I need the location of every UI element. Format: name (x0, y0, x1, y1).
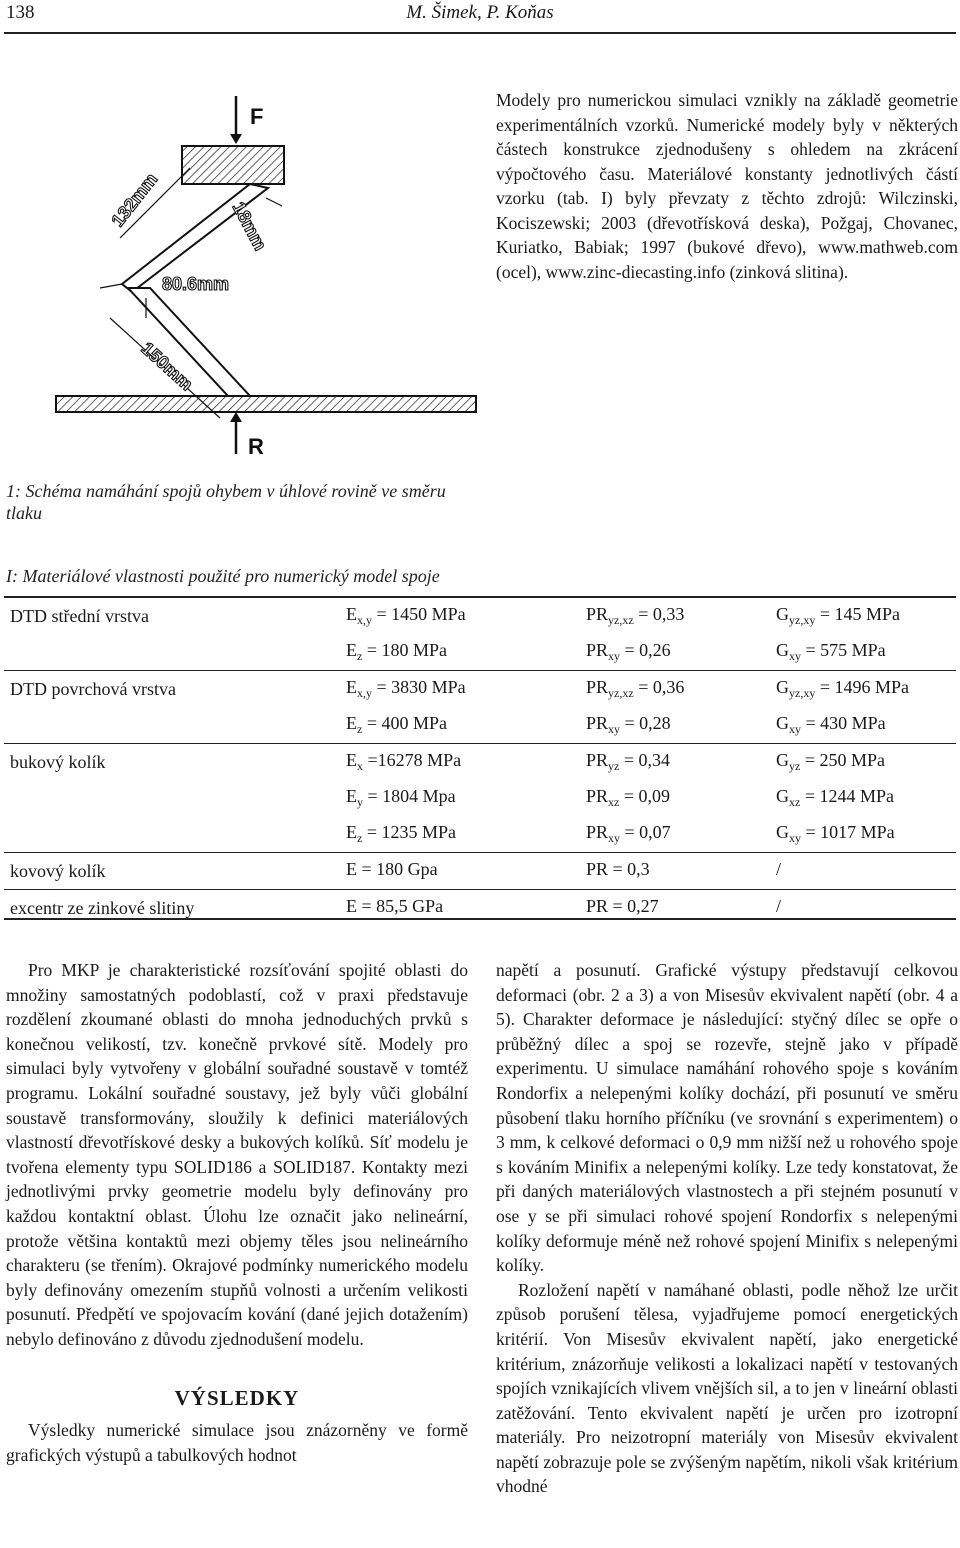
material-name-cell (4, 634, 346, 671)
table-row (4, 671, 956, 708)
table-row (4, 707, 956, 744)
right-paragraph-2: Rozložení napětí v namáhané oblasti, podle něhož lze určit způsob porušení tělesa, vyjadřujeme pomocí energetických kritérií. Von Misesův ekvivalent napětí, jako energetické kritérium, znázorňuje velikosti a lokalizaci napětí v testovaných spojích vznikajících vlivem vnějších sil, a to jen v lineární oblasti zatěžování. Tento ekvivalent napětí je určen pro izotropní materiály. Pro neizotropní materiály von Misesův ekvivalent napětí zobrazuje pole se zvýšeným napětím, nikoli však kritérium vhodné (496, 1279, 958, 1497)
modulus-cell-symbol: E (346, 896, 357, 916)
page-header (0, 0, 960, 30)
modulus-cell-value: = 1804 Mpa (363, 786, 456, 806)
poisson-cell-symbol: PR (586, 713, 609, 733)
table-row (4, 780, 956, 816)
materials-table-body (4, 598, 956, 926)
shear-cell-symbol: G (776, 604, 789, 624)
modulus-cell-symbol: E (346, 822, 357, 842)
material-name: kovový kolík (10, 860, 106, 881)
right-column (496, 958, 958, 1499)
materials-table (4, 596, 956, 920)
modulus-cell (346, 890, 586, 927)
shear-cell-value: = 1017 MPa (801, 822, 895, 842)
poisson-cell-symbol: PR (586, 640, 609, 660)
modulus-cell-value: = 85,5 GPa (357, 896, 444, 916)
poisson-cell-value: = 0,36 (633, 677, 685, 697)
poisson-cell (586, 671, 776, 708)
modulus-cell-subscript: z (357, 831, 363, 845)
left-paragraph-2: Výsledky numerické simulace jsou znázorněny ve formě grafických výstupů a tabulkových hodnot (6, 1420, 468, 1465)
modulus-cell-symbol: E (346, 640, 357, 660)
modulus-cell (346, 816, 586, 853)
material-name-cell (4, 853, 346, 890)
shear-cell-subscript: yz (789, 759, 801, 773)
poisson-cell-symbol: PR (586, 822, 609, 842)
dim-132: 132mm (107, 169, 162, 231)
poisson-cell-subscript: yz,xz (608, 686, 634, 700)
dim-80-6: 80.6mm (162, 274, 230, 294)
dim-18: 18mm (228, 198, 271, 254)
poisson-cell-subscript: xy (608, 649, 621, 663)
modulus-cell (346, 634, 586, 671)
shear-cell (776, 816, 956, 853)
shear-cell (776, 853, 956, 890)
modulus-cell (346, 707, 586, 744)
modulus-cell (346, 780, 586, 816)
modulus-cell-value: =16278 MPa (363, 750, 462, 770)
shear-cell-symbol: G (776, 750, 789, 770)
poisson-cell-symbol: PR (586, 604, 609, 624)
material-name: bukový kolík (10, 751, 106, 772)
shear-cell (776, 598, 956, 634)
modulus-cell-value: = 180 Gpa (357, 859, 438, 879)
force-label: F (250, 104, 264, 129)
poisson-cell-value: = 0,28 (620, 713, 671, 733)
modulus-cell-subscript: x,y (357, 613, 372, 627)
modulus-cell-subscript: x,y (357, 686, 372, 700)
shear-cell-subscript: xz (789, 795, 801, 809)
shear-cell-symbol: G (776, 677, 789, 697)
material-name-cell (4, 780, 346, 816)
shear-cell-subscript: xy (789, 722, 801, 736)
poisson-cell-value: = 0,34 (619, 750, 671, 770)
poisson-cell-subscript: yz (608, 759, 620, 773)
shear-cell (776, 707, 956, 744)
table-row (4, 853, 956, 890)
poisson-cell (586, 744, 776, 781)
reaction-label: R (248, 434, 264, 459)
shear-cell (776, 671, 956, 708)
section-heading-results: VÝSLEDKY (174, 1385, 300, 1410)
material-name-cell (4, 707, 346, 744)
poisson-cell (586, 707, 776, 744)
shear-cell (776, 744, 956, 781)
shear-cell-subscript: xy (789, 649, 801, 663)
modulus-cell-value: = 1235 MPa (362, 822, 456, 842)
shear-cell-symbol: G (776, 786, 789, 806)
modulus-cell-subscript: y (357, 795, 363, 809)
right-paragraph-1: napětí a posunutí. Grafické výstupy představují celkovou deformaci (obr. 2 a 3) a von Misesův ekvivalent napětí (obr. 4 a 5). Charakter deformace je následující: styčný dílec se opře o průběžný dílec a spoj se rozevře, stejně jako v případě experimentu. U simulace namáhání rohového spoje s kováním Rondorfix a nelepenými kolíky dochází, při posunutí ve směru působení tlaku horního příčníku (ve srovnání s experimentem) o 3 mm, k celkové deformaci o 0,9 mm nižší než u rohového spoje s kováním Minifix a nelepenými kolíky. Lze tedy konstatovat, že při daných materiálových vlastnostech a při stejném posunutí v ose y se při simulaci rohové spojení Rondorfix s nelepenými kolíky deformuje méně než rohové spojení Minifix s nelepenými kolíky. (496, 960, 958, 1276)
modulus-cell (346, 671, 586, 708)
poisson-cell-subscript: xz (608, 795, 620, 809)
material-name-cell (4, 744, 346, 781)
poisson-cell-value: = 0,3 (608, 859, 650, 879)
shear-cell (776, 634, 956, 671)
modulus-cell-symbol: E (346, 786, 357, 806)
modulus-cell-subscript: z (357, 722, 363, 736)
material-name-cell (4, 816, 346, 853)
figure-schema (50, 88, 500, 468)
left-paragraph-1: Pro MKP je charakteristické rozsíťování spojité oblasti do množiny samostatných podoblastí, což v praxi představuje rozdělení zkoumané oblasti do mnoha jednoduchých prvků s konečnou velikostí, tzv. konečně prvkové sítě. Modely pro simulaci byly vytvořeny v globální souřadné soustavě v tomtéž programu. Lokální souřadné soustavy, jež byly vůči globální soustavě transformovány, sloužily k definici materiálových vlastností dřevotřískové desky a bukových kolíků. Síť modelu je tvořena elementy typu SOLID186 a SOLID187. Kontakty mezi jednotlivými prvky geometrie modelu byly definovány pro každou kontaktní oblast. Úlohu lze označit jako nelineární, protože většina kontaktů mezi objemy těles jsou nelineárního charakteru (se třením). Okrajové podmínky numerického modelu byly definovány omezením stupňů volnosti a určením velikosti posunutí. Předpětí ve spojovacím kování (dané jejich dotažením) nebylo definováno z důvodu zjednodušení modelu. (6, 960, 468, 1349)
poisson-cell-value: = 0,07 (620, 822, 671, 842)
poisson-cell-subscript: xy (608, 831, 621, 845)
modulus-cell-symbol: E (346, 677, 357, 697)
table-row (4, 598, 956, 634)
shear-cell (776, 890, 956, 927)
running-authors: M. Šimek, P. Koňas (406, 2, 554, 23)
top-block (182, 146, 284, 184)
shear-cell-value: = 430 MPa (801, 713, 886, 733)
table-row (4, 890, 956, 927)
shear-cell-symbol: G (776, 640, 789, 660)
shear-cell-symbol: G (776, 713, 789, 733)
modulus-cell-symbol: E (346, 713, 357, 733)
modulus-cell-value: = 3830 MPa (372, 677, 466, 697)
poisson-cell-value: = 0,33 (633, 604, 685, 624)
modulus-cell (346, 853, 586, 890)
shear-cell-value: = 250 MPa (800, 750, 885, 770)
poisson-cell-symbol: PR (586, 859, 609, 879)
shear-cell-value: = 145 MPa (815, 604, 900, 624)
intro-paragraph (496, 88, 958, 284)
poisson-cell-symbol: PR (586, 786, 609, 806)
table-row (4, 744, 956, 781)
poisson-cell-value: = 0,09 (619, 786, 671, 806)
poisson-cell (586, 816, 776, 853)
page-number: 138 (6, 2, 35, 23)
poisson-cell (586, 853, 776, 890)
material-name: excentr ze zinkové slitiny (10, 897, 195, 918)
material-name: DTD střední vrstva (10, 605, 149, 626)
material-name-cell (4, 671, 346, 708)
shear-cell-symbol: / (776, 896, 782, 916)
header-rule (4, 32, 956, 34)
base-plate (56, 396, 476, 412)
material-name-cell (4, 890, 346, 927)
shear-cell-subscript: xy (789, 831, 801, 845)
modulus-cell-symbol: E (346, 859, 357, 879)
dim-150: 150mm (137, 338, 197, 395)
material-name: DTD povrchová vrstva (10, 678, 176, 699)
shear-cell-value: = 575 MPa (801, 640, 886, 660)
table-row (4, 816, 956, 853)
modulus-cell-subscript: x (357, 759, 363, 773)
shear-cell-value: = 1496 MPa (815, 677, 909, 697)
figure-caption: 1: Schéma namáhání spojů ohybem v úhlové rovině ve směru tlaku (6, 481, 446, 523)
left-column (6, 958, 468, 1467)
poisson-cell-value: = 0,26 (620, 640, 671, 660)
poisson-cell-symbol: PR (586, 677, 609, 697)
table-row (4, 634, 956, 671)
poisson-cell (586, 634, 776, 671)
modulus-cell (346, 598, 586, 634)
shear-cell-value: = 1244 MPa (800, 786, 894, 806)
shear-cell-symbol: G (776, 822, 789, 842)
table-caption: I: Materiálové vlastnosti použité pro numerický model spoje (6, 566, 440, 586)
modulus-cell-subscript: z (357, 649, 363, 663)
poisson-cell-value: = 0,27 (608, 896, 659, 916)
shear-cell (776, 780, 956, 816)
modulus-cell-value: = 1450 MPa (372, 604, 466, 624)
shear-cell-subscript: yz,xy (789, 686, 816, 700)
shear-cell-subscript: yz,xy (789, 613, 816, 627)
poisson-cell (586, 598, 776, 634)
modulus-cell-value: = 400 MPa (362, 713, 447, 733)
poisson-cell (586, 780, 776, 816)
poisson-cell (586, 890, 776, 927)
poisson-cell-symbol: PR (586, 896, 609, 916)
material-name-cell (4, 598, 346, 634)
modulus-cell-symbol: E (346, 750, 357, 770)
modulus-cell (346, 744, 586, 781)
poisson-cell-symbol: PR (586, 750, 609, 770)
modulus-cell-symbol: E (346, 604, 357, 624)
intro-text: Modely pro numerickou simulaci vznikly na základě geometrie experimentálních vzorků. Numerické modely byly v některých částech konstrukce zjednodušeny s ohledem na zkrácení výpočtového času. Materiálové konstanty jednotlivých částí vzorku (tab. I) byly převzaty z těchto zdrojů: Wilczinski, Kociszewski; 2003 (dřevotřísková deska), Požgaj, Chovanec, Kuriatko, Babiak; 1997 (bukové dřevo), www.mathweb.com (ocel), www.zinc-diecasting.info (zinková slitina). (496, 90, 958, 282)
modulus-cell-value: = 180 MPa (362, 640, 447, 660)
poisson-cell-subscript: xy (608, 722, 621, 736)
shear-cell-symbol: / (776, 859, 782, 879)
poisson-cell-subscript: yz,xz (608, 613, 634, 627)
